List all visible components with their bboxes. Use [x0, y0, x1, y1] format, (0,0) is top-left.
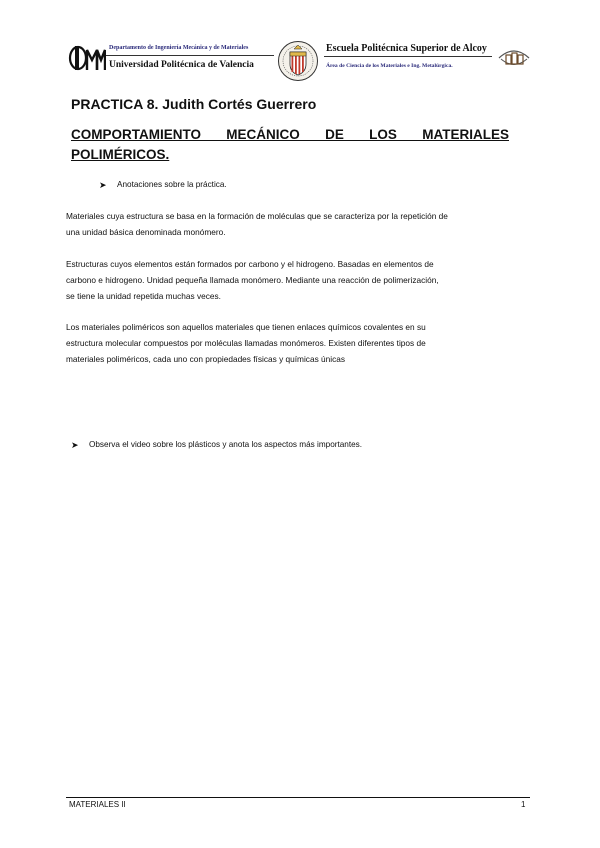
- main-title-line-1: COMPORTAMIENTO MECÁNICO DE LOS MATERIALES: [71, 127, 509, 142]
- paragraph-1: [66, 208, 512, 240]
- school-name: Escuela Politécnica Superior de Alcoy: [326, 43, 487, 54]
- arrow-bullet-icon: ➤: [71, 440, 79, 450]
- paragraph-line: una unidad básica denominada monómero.: [66, 227, 226, 238]
- university-crest-icon: [277, 40, 319, 82]
- header-divider-right: [324, 56, 492, 57]
- main-title-line-2: POLIMÉRICOS.: [71, 147, 170, 162]
- paragraph-line: Los materiales poliméricos son aquellos materiales que tienen enlaces químicos covalentes en su: [66, 322, 426, 332]
- paragraph-line: estructura molecular compuestos por moléculas llamadas monómeros. Existen diferentes tipos de: [66, 338, 426, 349]
- practice-title: PRACTICA 8. Judith Cortés Guerrero: [71, 96, 317, 112]
- paragraph-line: carbono e hidrogeno. Unidad pequeña llamada monómero. Mediante una reacción de polimerización,: [66, 275, 439, 286]
- footer-course-name: MATERIALES II: [69, 800, 126, 809]
- department-logo-icon: [68, 44, 106, 72]
- university-name: Universidad Politécnica de Valencia: [109, 60, 254, 70]
- paragraph-2: [66, 256, 512, 305]
- arrow-bullet-icon: ➤: [99, 180, 107, 190]
- page-number: 1: [521, 800, 526, 809]
- paragraph-line: se tiene la unidad repetida muchas veces.: [66, 291, 221, 302]
- department-name: Departamento de Ingeniería Mecánica y de Materiales: [109, 45, 249, 51]
- materials-area-logo-icon: [497, 46, 531, 70]
- header-divider-left: [106, 55, 274, 56]
- paragraph-line: materiales poliméricos, cada uno con propiedades físicas y químicas únicas: [66, 354, 346, 365]
- footer-divider: [66, 797, 530, 798]
- paragraph-line: Materiales cuya estructura se basa en la formación de moléculas que se caracteriza por la repetición de: [66, 211, 448, 221]
- bullet-notes-text: Anotaciones sobre la práctica.: [117, 180, 227, 189]
- paragraph-line: Estructuras cuyos elementos están formados por carbono y el hidrogeno. Basadas en elementos de: [66, 259, 434, 269]
- paragraph-3: [66, 319, 512, 368]
- area-name: Área de Ciencia de los Materiales e Ing. Metalúrgica.: [326, 63, 453, 69]
- bullet-video-text: Observa el video sobre los plásticos y anota los aspectos más importantes.: [89, 440, 363, 449]
